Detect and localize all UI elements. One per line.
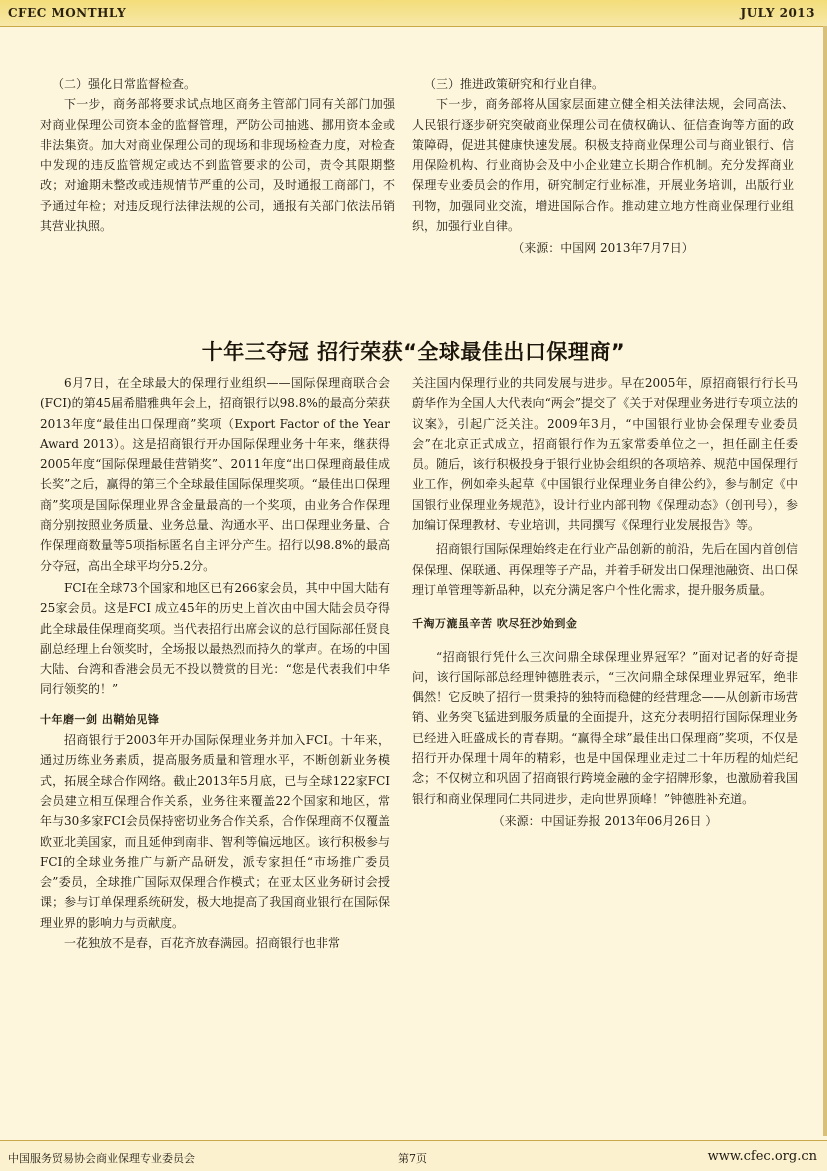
side-accent-bar [823,26,827,1136]
paragraph: 下一步，商务部将从国家层面建立健全相关法律法规，会同高法、人民银行逐步研究突破商业保理公司在债权确认、征信查询等方面的政策障碍，促进其健康快速发展。积极支持商业保理公司与商业银行、信用保险机构、行业商协会及中小企业建立长期合作机制。充分发挥商业保理专业委员会的作用，研究制定行业标准，开展业务培训，出版行业刊物，加强同业交流，增进国际合作。推动建立地方性商业保理行业组织，加强行业自律。 [412,97,794,234]
publisher-name: 中国服务贸易协会商业保理专业委员会 [8,1152,195,1165]
page-footer [0,1140,827,1171]
paragraph: FCI在全球73个国家和地区已有266家会员，其中中国大陆有25家会员。这是FCI 成立45年的历史上首次由中国大陆会员夺得此全球最佳保理商奖项。当代表招行出席会议的总行国际部任贤良副总经理上台领奖时，全场报以最热烈而持久的掌声。在场的中国大陆、台湾和香港会员无不投以赞赏的目光：“您是代表我们中华同行领奖的！” [40,580,390,697]
paragraph: 招商银行国际保理始终走在行业产品创新的前沿，先后在国内首创信保保理、保联通、再保理等子产品，并着手研发出口保理池融资、出口保理订单管理等新品种，以充分满足客户个性化需求，提升服务质量。 [412,542,798,597]
section-heading-3: （三）推进政策研究和行业自律。 [424,77,605,91]
paragraph: 6月7日，在全球最大的保理行业组织——国际保理商联合会(FCI)的第45届希腊雅典年会上，招商银行以98.8%的最高分荣获2013年度“最佳出口保理商”奖项（Export Factor of the Year Award 2013）。这是招商银行开办国际保理业务十年来，继获得2005年度“国际保理最佳营销奖”、2011年度“出口保理商最佳成长奖”之后，赢得的第三个全球最佳国际保理奖项。“最佳出口保理商”奖项是国际保理业界含金量最高的一个奖项，由业务合作保理商分别按照业务质量、业务总量、沟通水平、出口保理业务量、合作保理商数量等5项指标匿名自主评分产生。招行以98.8%的最高分夺冠，高出全球平均分5.2分。 [40,376,390,573]
subheading: 十年磨一剑 出鞘始见锋 [40,712,160,726]
article-left-column [40,373,390,953]
article-title: 十年三夺冠 招行荣获“全球最佳出口保理商” [201,340,626,364]
section-heading-2: （二）强化日常监督检查。 [52,77,197,91]
subheading: 千淘万漉虽辛苦 吹尽狂沙始到金 [412,617,578,631]
issue-date: JULY 2013 [740,6,815,20]
source-line: （来源：中国证券报 2013年06月26日 ） [492,813,718,828]
top-right-column [412,74,794,259]
source-line: （来源：中国网 2013年7月7日） [512,241,694,256]
article-right-column [412,373,798,831]
paragraph: “招商银行凭什么三次问鼎全球保理业界冠军？”面对记者的好奇提问，该行国际部总经理钟德胜表示，“三次问鼎全球保理业界冠军，绝非偶然！它反映了招行一贯秉持的独特而稳健的经营理念——从创新市场营销、业务突飞猛进到服务质量的全面提升，这充分表明招行国际保理业务已经进入旺盛成长的青春期。“赢得全球”最佳出口保理商”奖项，不仅是招行开办保理十周年的精彩，也是中国保理业走过二十年历程的灿烂纪念；不仅树立和巩固了招商银行跨境金融的金字招牌形象，也激励着我国银行和商业保理同仁共同进步，走向世界顶峰！”钟德胜补充道。 [412,649,798,806]
top-left-column [40,74,395,236]
website-url: www.cfec.org.cn [707,1149,817,1164]
paragraph: 关注国内保理行业的共同发展与进步。早在2005年，原招商银行行长马蔚华作为全国人大代表向“两会”提交了《关于对保理业务进行专项立法的议案》，引起广泛关注。2009年3月，“中国银行业协会保理专业委员会”在北京正式成立，招商银行作为五家常委单位之一，担任副主任委员。随后，该行积极投身于银行业协会组织的各项培养、规范中国保理行业工作，例如牵头起草《中国银行业保理业务自律公约》，参与制定《中国银行业保理业务规范》，设计行业内部刊物《保理动态》（创刊号），参加编订保理教材、专业培训，共同撰写《保理行业发展报告》等。 [412,376,798,533]
page-header [0,0,827,27]
magazine-name: CFEC MONTHLY [8,6,127,20]
paragraph: 下一步，商务部将要求试点地区商务主管部门同有关部门加强对商业保理公司资本金的监督管理，严防公司抽逃、挪用资本金或非法集资。加大对商业保理公司的现场和非现场检查力度，对检查中发现的违反监管规定或达不到监管要求的公司，责令其限期整改；对逾期未整改或违规情节严重的公司，及时通报工商部门，不予通过年检；对违反现行法律法规的公司，通报有关部门依法吊销其营业执照。 [40,97,395,234]
page-number: 第7页 [398,1152,427,1165]
paragraph: 一花独放不是春，百花齐放春满园。招商银行也非常 [64,936,341,951]
paragraph: 招商银行于2003年开办国际保理业务并加入FCI。十年来，通过历练业务素质，提高服务质量和管理水平，不断创新业务模式，拓展全球合作网络。截止2013年5月底，已与全球122家FCI会员建立相互保理合作关系，业务往来覆盖22个国家和地区，常年与30多家FCI会员保持密切业务合作关系，合作保理商不仅覆盖欧亚北美国家，而且延伸到南非、智利等偏远地区。该行积极参与FCI的全球业务推广与新产品研发，派专家担任“市场推广委员会”委员，全球推广国际双保理合作模式；在亚太区业务研讨会授课；参与订单保理系统研发，极大地提高了我国商业银行在国际保理业界的影响力与贡献度。 [40,733,390,930]
